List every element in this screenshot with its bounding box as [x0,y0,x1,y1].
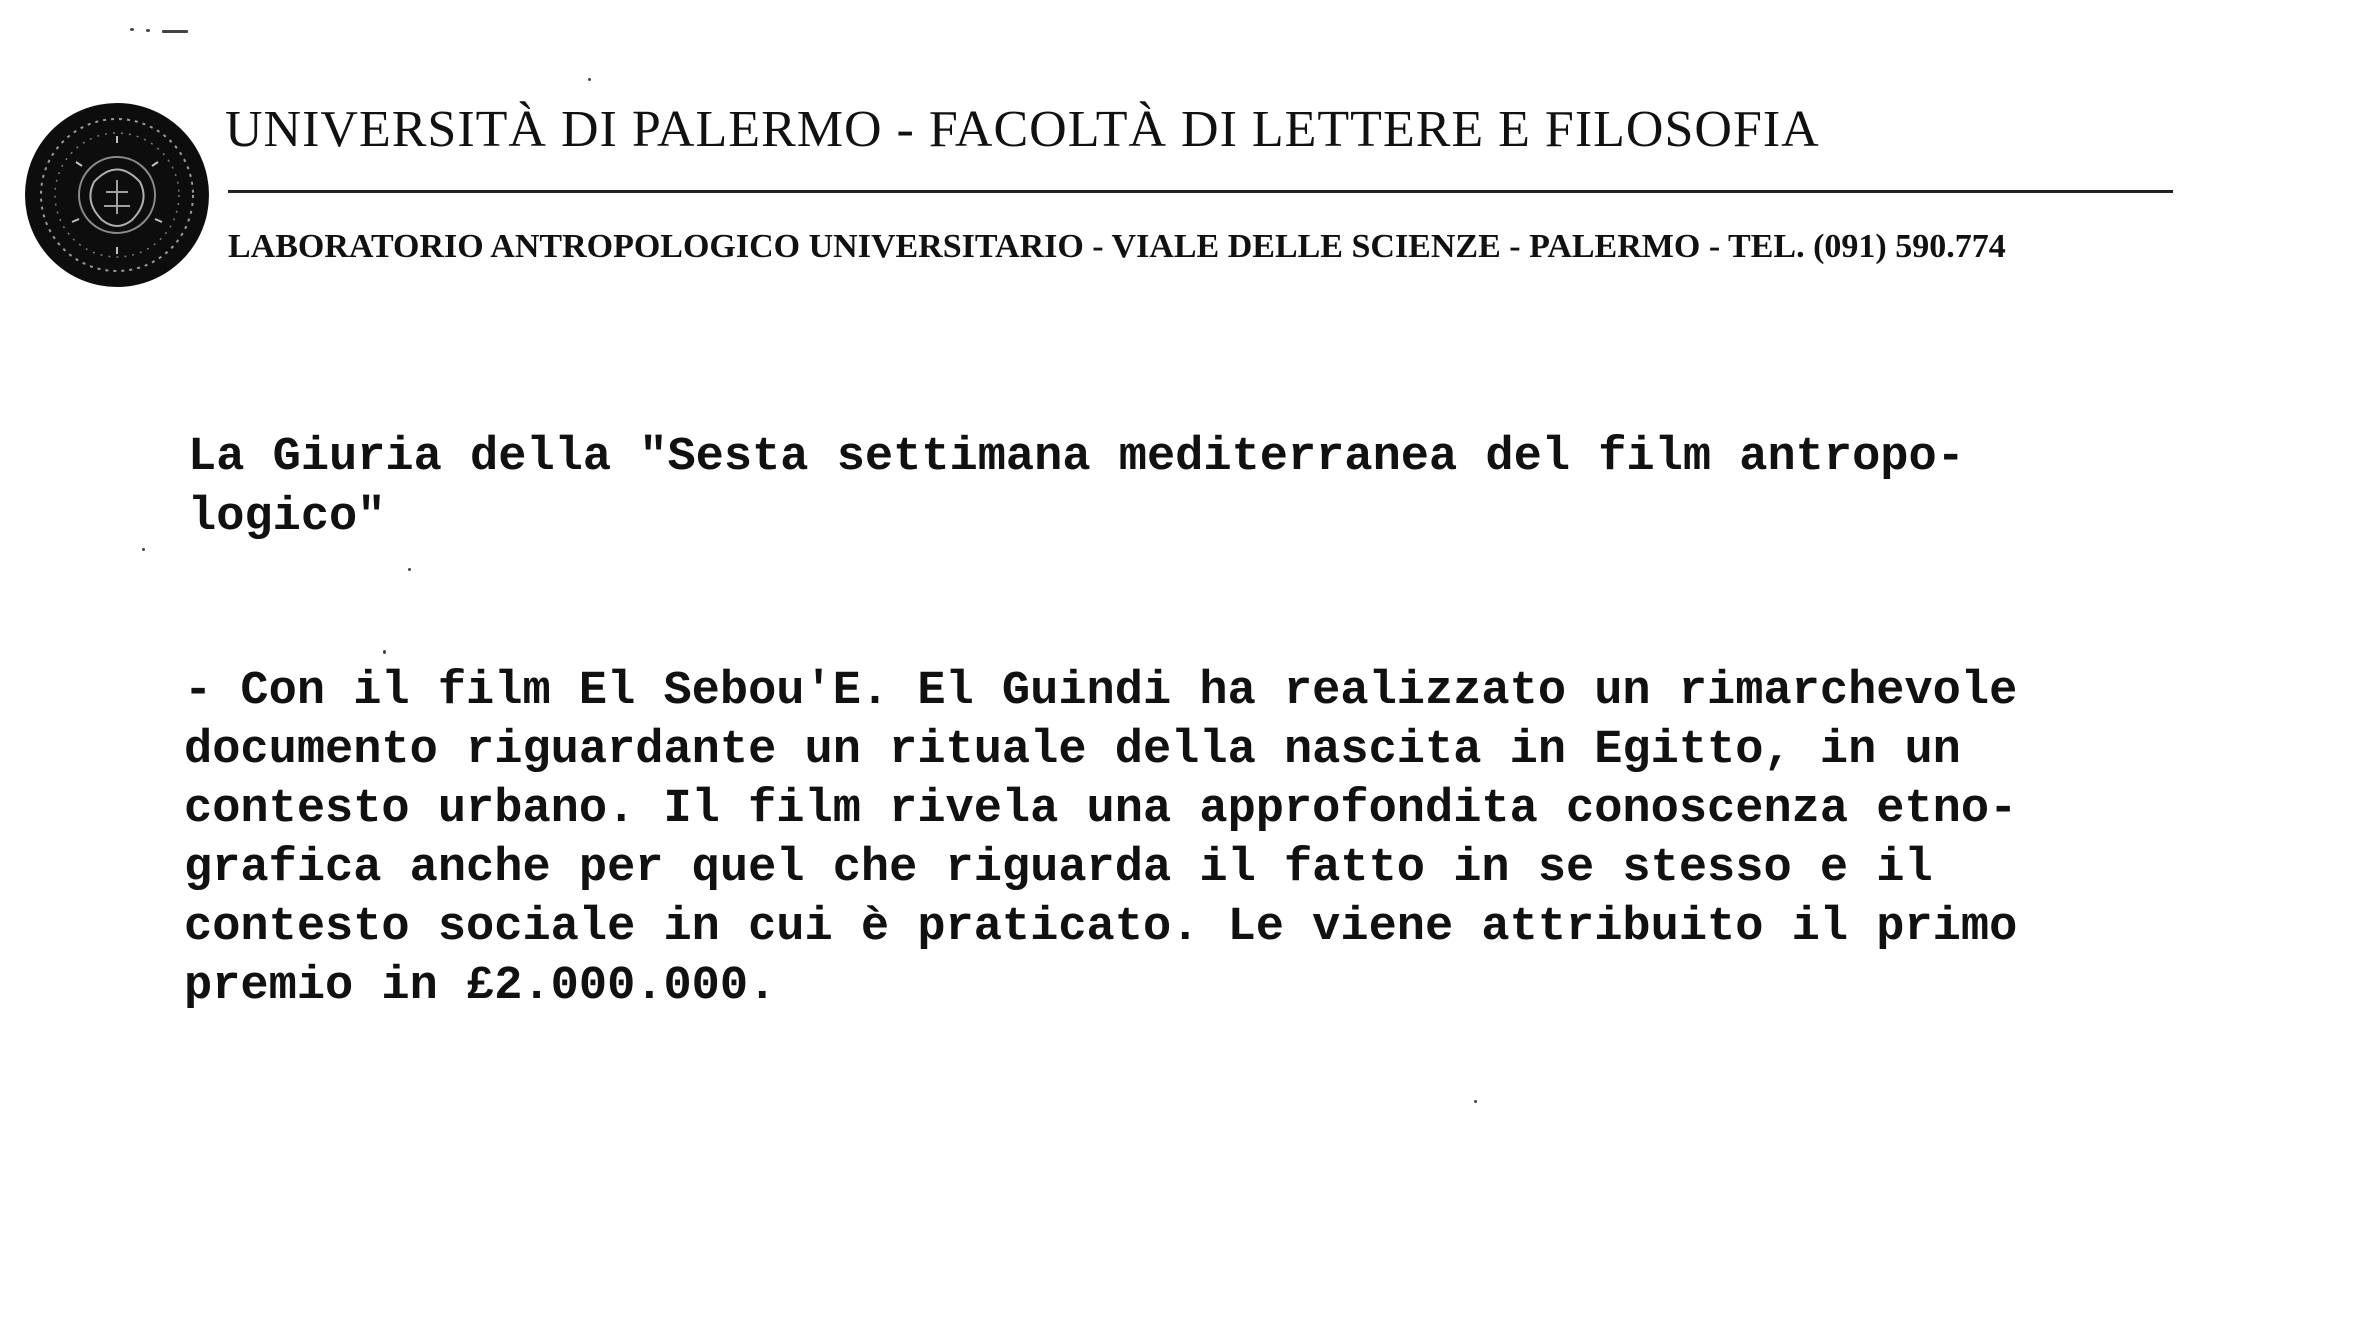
university-seal-icon [24,102,210,288]
scan-speck [130,28,134,31]
scan-speck [383,650,386,654]
letterhead-subtitle: LABORATORIO ANTROPOLOGICO UNIVERSITARIO - VIALE DELLE SCIENZE - PALERMO - TEL. (091) 590.774 [228,228,2006,265]
scan-speck [588,78,591,81]
scan-speck [1474,1100,1477,1103]
scan-speck [408,568,411,571]
scan-speck [162,30,188,33]
letterhead-divider [228,190,2173,193]
scan-speck [142,548,145,551]
letterhead-title: UNIVERSITÀ DI PALERMO - FACOLTÀ DI LETTERE E FILOSOFIA [225,101,1820,158]
jury-heading: La Giuria della "Sesta settimana mediterranea del film antropo- logico" [188,431,1965,544]
award-paragraph: - Con il film El Sebou'E. El Guindi ha realizzato un rimarchevole documento riguardante un rituale della nascita in Egitto, in un contesto urbano. Il film rivela una approfondita conoscenza etno- grafica anche per quel che riguarda il fatto in se stesso e il contesto sociale in cui è praticato. Le viene attribuito il primo premio in £2.000.000. [184,665,2018,1013]
scan-speck [146,29,150,32]
